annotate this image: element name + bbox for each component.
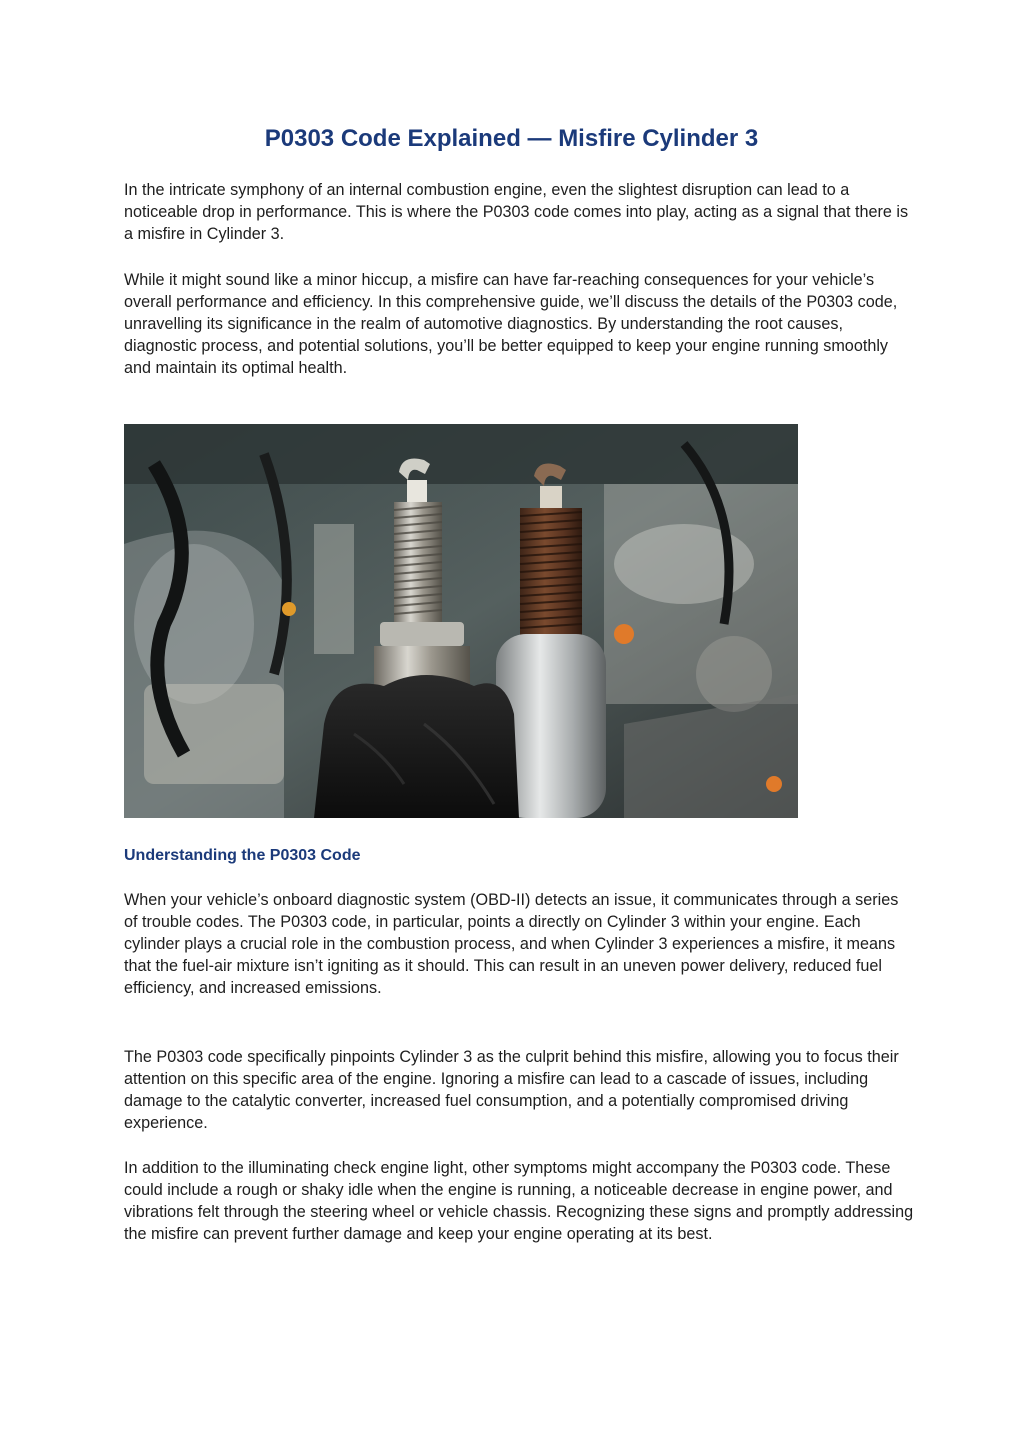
section-paragraph-3: In addition to the illuminating check engine light, other symptoms might accompany the P0303 code. These could include a rough or shaky idle when the engine is running, a noticeable decrease in engine power, and vibrations felt through the steering wheel or vehicle chassis. Recognizing these signs and promptly addressing the misfire can prevent further damage and keep your engine operating at its best. [124,1159,914,1243]
section-paragraph-1: When your vehicle’s onboard diagnostic system (OBD-II) detects an issue, it communicates through a series of trouble codes. The P0303 code, in particular, points a directly on Cylinder 3 within your engine. Each cylinder plays a crucial role in the combustion process, and when Cylinder 3 experiences a misfire, it means that the fuel-air mixture isn’t igniting as it should. This can result in an uneven power delivery, reduced fuel efficiency, and increased emissions. [124,891,899,997]
intro-paragraph-2: While it might sound like a minor hiccup, a misfire can have far-reaching consequences for your vehicle’s overall performance and efficiency. In this comprehensive guide, we’ll discuss the details of the P0303 code, unravelling its significance in the realm of automotive diagnostics. By understanding the root causes, diagnostic process, and potential solutions, you’ll be better equipped to keep your engine running smoothly and maintain its optimal health. [124,271,898,377]
spark-plugs-photo [124,424,798,818]
intro-paragraph-1: In the intricate symphony of an internal combustion engine, even the slightest disruption can lead to a noticeable drop in performance. This is where the P0303 code comes into play, acting as a signal that there is a misfire in Cylinder 3. [124,181,909,243]
section-heading: Understanding the P0303 Code [124,847,361,864]
page-title: P0303 Code Explained — Misfire Cylinder 3 [264,125,759,152]
section-paragraph-2: The P0303 code specifically pinpoints Cylinder 3 as the culprit behind this misfire, allowing you to focus their attention on this specific area of the engine. Ignoring a misfire can lead to a cascade of issues, including damage to the catalytic converter, increased fuel consumption, and a potentially compromised driving experience. [124,1048,899,1132]
